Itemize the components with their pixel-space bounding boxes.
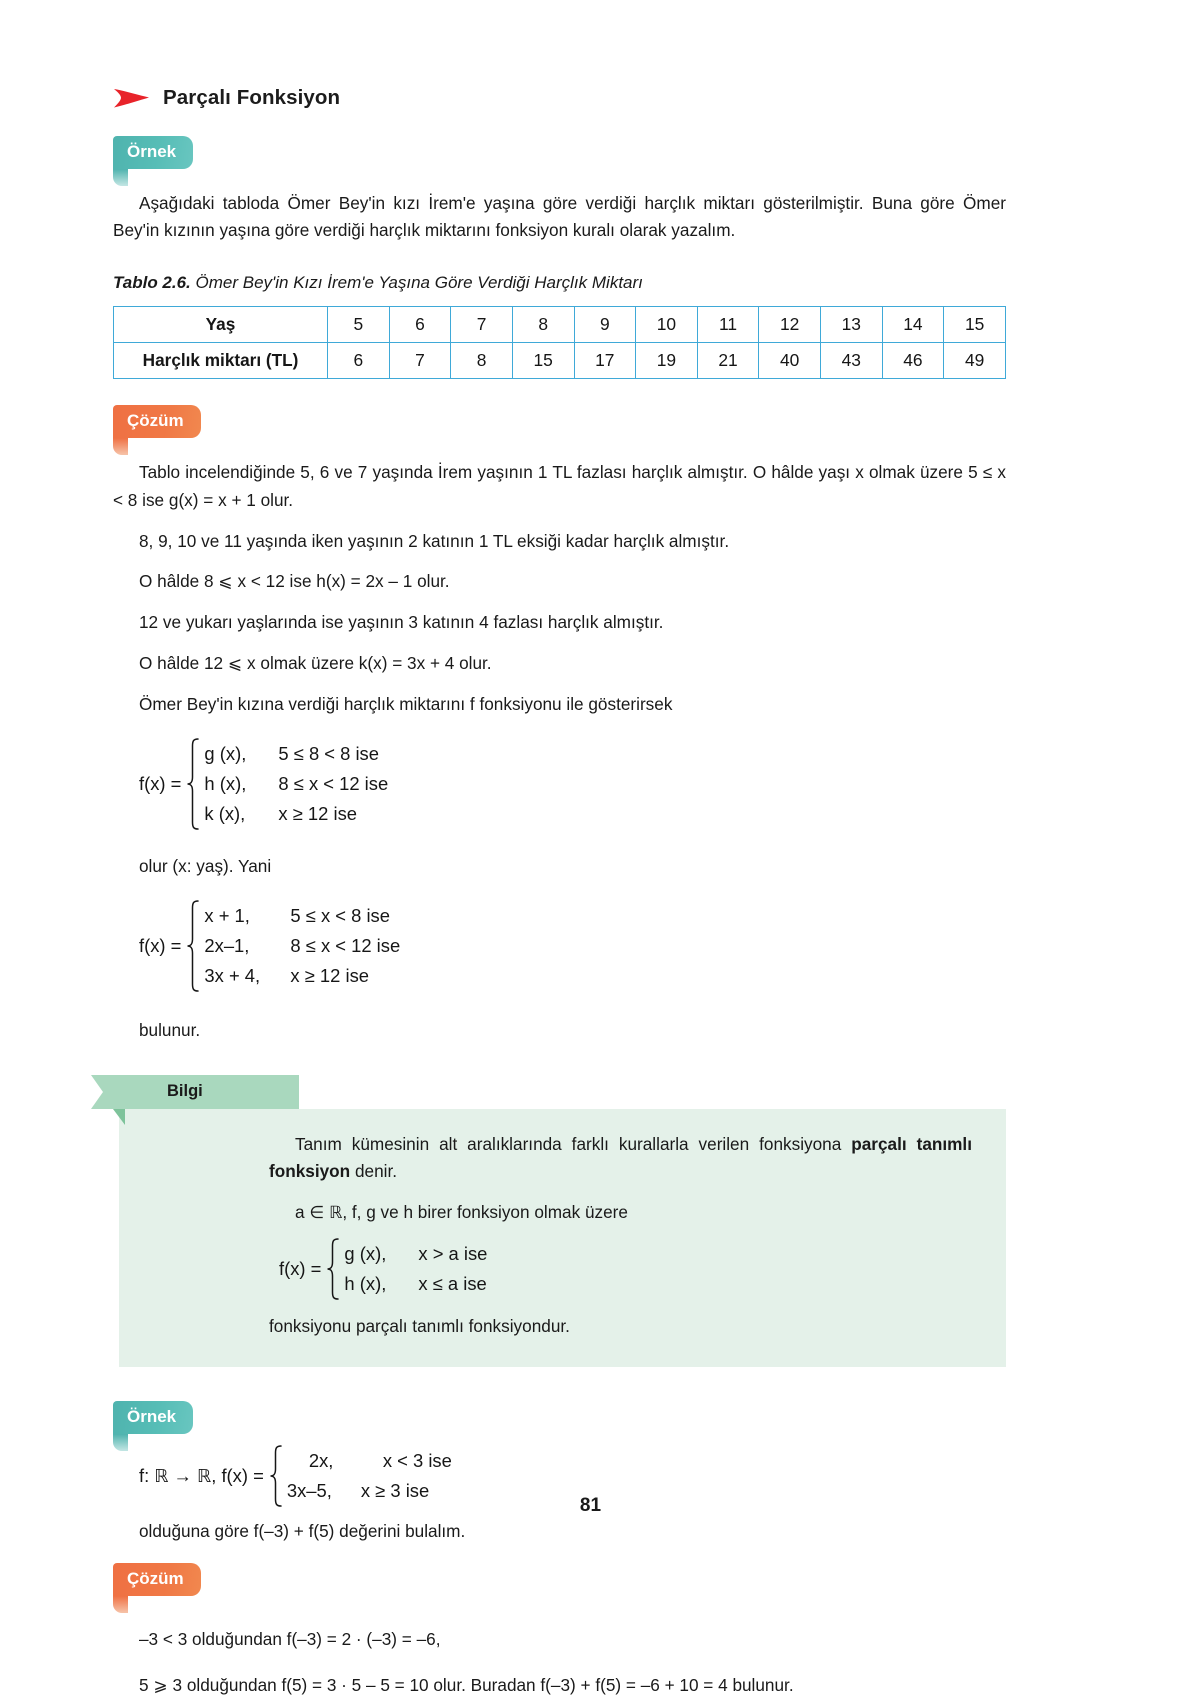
table-cell-age: 6 — [389, 307, 451, 343]
brace-icon — [325, 1237, 340, 1301]
cozum-tag-1: Çözüm — [113, 405, 201, 438]
piecewise-2-row — [204, 961, 400, 991]
piecewise-2-rows — [204, 901, 400, 990]
example2-piecewise-row — [287, 1446, 452, 1476]
cozum-tag-2-wrap — [113, 1563, 1006, 1596]
table-cell-age: 10 — [636, 307, 698, 343]
bilgi-ribbon — [119, 1075, 299, 1109]
piecewise-2-expr: 3x + 4, — [204, 964, 261, 986]
solution1-line-5: Ömer Bey'in kızına verdiği harçlık miktarını f fonksiyonu ile gösterirsek — [139, 693, 673, 714]
solution1-paragraph-text: Tablo incelendiğinde 5, 6 ve 7 yaşında İrem yaşının 1 TL fazlası harçlık almıştır. O hâlde yaşı x olmak üzere 5 ≤ x < 8 ise g(x) = x + 1 olur. — [113, 461, 1006, 510]
bilgi-p1-post: denir. — [350, 1161, 397, 1182]
ornek-tag-1-wrap — [113, 136, 1006, 169]
piecewise-1-expr: g (x), — [204, 743, 247, 765]
page-content — [113, 0, 1006, 1700]
solution1-line-6: olur (x: yaş). Yani — [139, 855, 272, 876]
example2-decl-text — [139, 1465, 268, 1487]
bilgi-paragraph-3: fonksiyonu parçalı tanımlı fonksiyondur. — [269, 1316, 570, 1337]
table-cell-amount: 17 — [574, 343, 636, 379]
brace-icon — [185, 899, 200, 993]
blackboard-R-icon: ℝ — [154, 1465, 169, 1487]
solution1-line-4: O hâlde 12 ⩽ x olmak üzere k(x) = 3x + 4 olur. — [139, 653, 492, 674]
cozum-tag-2: Çözüm — [113, 1563, 201, 1596]
example2-piecewise-expr: 3x–5, — [286, 1479, 332, 1501]
bilgi-p2-post: , f, g ve h birer fonksiyon olmak üzere — [342, 1202, 628, 1223]
table-cell-amount: 8 — [451, 343, 513, 379]
example2-prompt: olduğuna göre f(–3) + f(5) değerini bulalım. — [139, 1520, 466, 1541]
piecewise-1-row — [204, 799, 388, 829]
piecewise-1-cond: 5 ≤ 8 < 8 ise — [278, 743, 379, 765]
table-caption-text: Ömer Bey'in Kızı İrem'e Yaşına Göre Verdiği Harçlık Miktarı — [190, 273, 643, 293]
page-number: 81 — [579, 1495, 602, 1516]
table-cell-amount: 43 — [821, 343, 883, 379]
table-cell-amount: 21 — [697, 343, 759, 379]
piecewise-2-row — [204, 931, 400, 961]
table-cell-age: 14 — [882, 307, 944, 343]
table-cell-amount: 40 — [759, 343, 821, 379]
bilgi-box — [113, 1075, 1006, 1367]
example2-piecewise-cond: x < 3 ise — [382, 1449, 452, 1471]
piecewise-2-row — [204, 901, 400, 931]
piecewise-bilgi-row — [344, 1239, 487, 1269]
piecewise-function-bilgi — [279, 1237, 972, 1301]
table-cell-age: 9 — [574, 307, 636, 343]
piecewise-2-cond: 8 ≤ x < 12 ise — [290, 934, 401, 956]
red-arrow-icon — [113, 87, 151, 109]
table-cell-amount: 19 — [636, 343, 698, 379]
table-cell-age: 15 — [944, 307, 1006, 343]
cozum-tag-1-wrap — [113, 405, 1006, 438]
ornek-tag-2-wrap — [113, 1401, 1006, 1434]
piecewise-bilgi-expr: h (x), — [344, 1273, 387, 1295]
ribbon-tail-icon — [91, 1075, 125, 1125]
table-cell-age: 11 — [697, 307, 759, 343]
solution2-line-1: –3 < 3 olduğundan f(–3) = 2 · (–3) = –6, — [139, 1628, 441, 1649]
piecewise-function-2 — [139, 899, 1006, 993]
piecewise-2-cond: x ≥ 12 ise — [290, 964, 369, 986]
example2-piecewise-cond: x ≥ 3 ise — [360, 1479, 430, 1501]
piecewise-2-lhs: f(x) = — [139, 934, 182, 956]
piecewise-1-expr: h (x), — [204, 772, 247, 794]
piecewise-1-rows — [204, 739, 388, 828]
solution1-line-1: 8, 9, 10 ve 11 yaşında iken yaşının 2 katının 1 TL eksiği kadar harçlık almıştır. — [139, 530, 730, 551]
table-rowhead-yas: Yaş — [114, 307, 328, 343]
piecewise-bilgi-cond: x ≤ a ise — [418, 1273, 487, 1295]
table-cell-amount: 49 — [944, 343, 1006, 379]
table-caption-number: Tablo 2.6. — [113, 273, 191, 293]
bilgi-p1-pre: Tanım kümesinin alt aralıklarında farklı kurallarla verilen fonksiyona — [295, 1133, 852, 1154]
example1-prompt — [113, 190, 1006, 246]
table-cell-age: 7 — [451, 307, 513, 343]
piecewise-1-cond: x ≥ 12 ise — [278, 802, 357, 824]
table-cell-age: 13 — [821, 307, 883, 343]
piecewise-function-1 — [139, 737, 1006, 831]
piecewise-bilgi-expr: g (x), — [344, 1243, 387, 1265]
piecewise-2-cond: 5 ≤ x < 8 ise — [290, 904, 390, 926]
piecewise-bilgi-rows — [344, 1239, 487, 1299]
piecewise-bilgi-lhs: f(x) = — [279, 1258, 322, 1280]
bilgi-paragraph-1 — [269, 1131, 972, 1187]
brace-icon — [185, 737, 200, 831]
section-title: Parçalı Fonksiyon — [163, 86, 341, 109]
table-row-amounts — [114, 343, 1006, 379]
table-cell-age: 12 — [759, 307, 821, 343]
blackboard-R-icon: ℝ — [197, 1465, 212, 1487]
ornek-tag-2: Örnek — [113, 1401, 193, 1434]
piecewise-1-row — [204, 739, 388, 769]
example2-decl-arrow: → — [168, 1464, 198, 1486]
piecewise-1-expr: k (x), — [204, 802, 246, 824]
table-cell-amount: 46 — [882, 343, 944, 379]
piecewise-2-expr: 2x–1, — [204, 934, 250, 956]
piecewise-bilgi-cond: x > a ise — [418, 1243, 488, 1265]
table-row-ages — [114, 307, 1006, 343]
table-rowhead-harclik: Harçlık miktarı (TL) — [114, 343, 328, 379]
bilgi-left-strip — [119, 1109, 175, 1367]
bilgi-paragraph-2 — [269, 1199, 972, 1227]
piecewise-1-row — [204, 769, 388, 799]
solution1-line-3: 12 ve yukarı yaşlarında ise yaşının 3 katının 4 fazlası harçlık almıştır. — [139, 612, 664, 633]
example2-piecewise-expr: 2x, — [308, 1449, 334, 1471]
section-heading — [113, 86, 1006, 110]
example2-decl-post: , f(x) = — [211, 1464, 264, 1486]
solution1-line-2: O hâlde 8 ⩽ x < 12 ise h(x) = 2x – 1 olur. — [139, 571, 450, 592]
piecewise-1-lhs: f(x) = — [139, 772, 182, 794]
bilgi-p1-bold: parçalı tanımlı fonksiyon — [269, 1133, 972, 1182]
ornek-tag-1: Örnek — [113, 136, 193, 169]
piecewise-1-cond: 8 ≤ x < 12 ise — [278, 772, 389, 794]
solution1-line-7: bulunur. — [139, 1019, 201, 1040]
table-cell-age: 5 — [328, 307, 390, 343]
table-cell-amount: 7 — [389, 343, 451, 379]
solution1-paragraph — [113, 459, 1006, 515]
bilgi-label: Bilgi — [167, 1081, 203, 1100]
piecewise-bilgi-row — [344, 1269, 487, 1299]
table-cell-amount: 15 — [512, 343, 574, 379]
table-cell-age: 8 — [512, 307, 574, 343]
bilgi-p2-pre: a ∈ — [295, 1202, 330, 1223]
harclik-table — [113, 306, 1006, 379]
table-caption — [113, 273, 1006, 293]
bilgi-content — [169, 1109, 1006, 1367]
piecewise-2-expr: x + 1, — [204, 904, 250, 926]
solution2-line-2: 5 ⩾ 3 olduğundan f(5) = 3 · 5 – 5 = 10 olur. Buradan f(–3) + f(5) = –6 + 10 = 4 bulunur. — [139, 1674, 794, 1695]
example2-decl-pre: f: — [139, 1464, 155, 1486]
example1-prompt-text: Aşağıdaki tabloda Ömer Bey'in kızı İrem'e yaşına göre verdiği harçlık miktarı gösterilmiştir. Buna göre Ömer Bey'in kızının yaşına göre verdiği harçlık miktarını fonksiyon kuralı olarak yazalım. — [113, 192, 1006, 241]
table-cell-amount: 6 — [328, 343, 390, 379]
blackboard-R-icon: ℝ — [329, 1203, 343, 1223]
